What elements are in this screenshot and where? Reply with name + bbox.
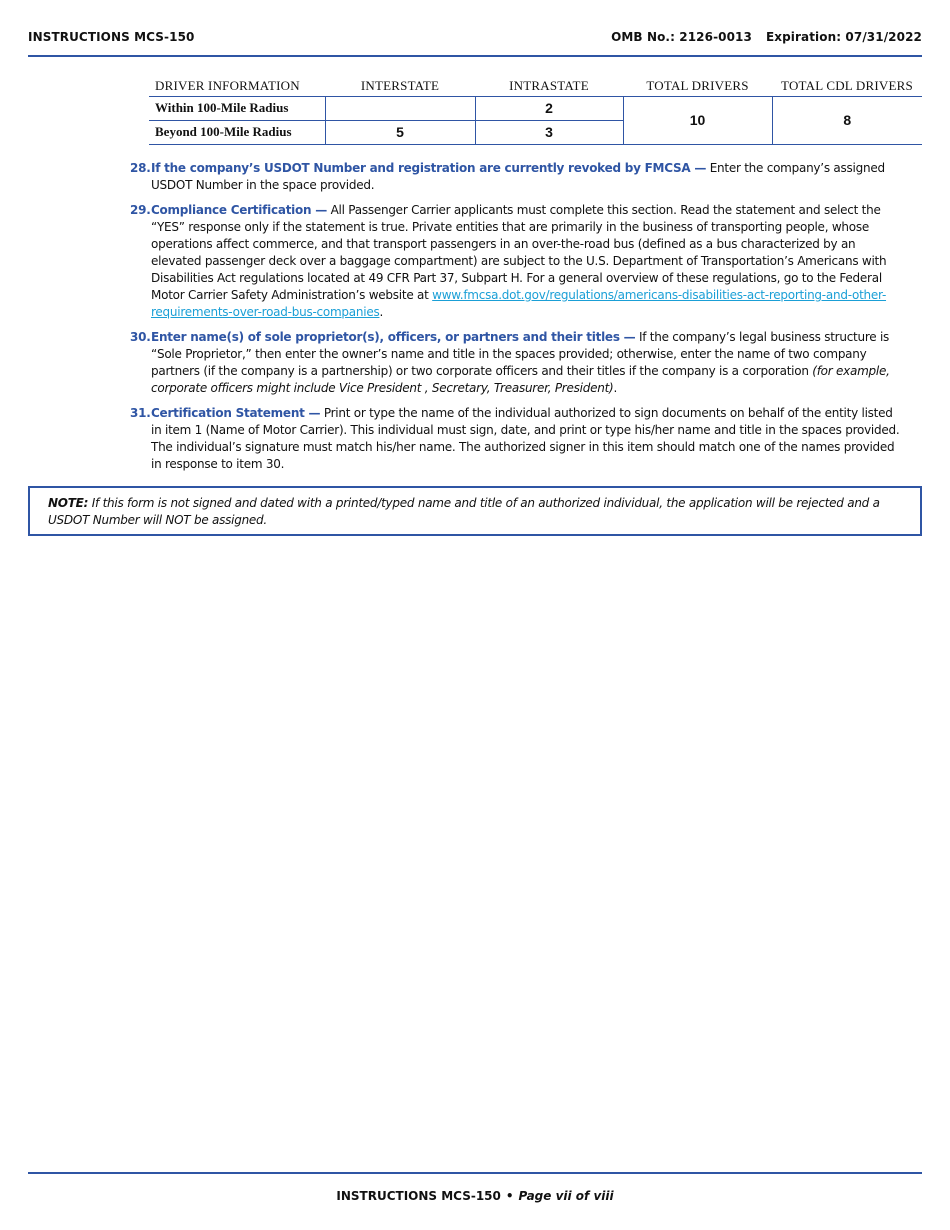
item-body <box>151 202 905 321</box>
cell-within-interstate <box>325 96 475 120</box>
cell-beyond-intrastate: 3 <box>475 120 623 144</box>
column-header-interstate: INTERSTATE <box>325 76 475 96</box>
header-divider <box>28 55 922 57</box>
item-number: 29. <box>130 203 151 217</box>
footer-divider <box>28 1172 922 1174</box>
header-expiration: Expiration: 07/31/2022 <box>765 30 922 44</box>
column-header-total-drivers: TOTAL DRIVERS <box>623 76 772 96</box>
cell-within-intrastate: 2 <box>475 96 623 120</box>
note-label: NOTE: <box>48 496 89 510</box>
driver-information-table <box>149 76 922 145</box>
list-item <box>130 329 905 397</box>
footer-separator: • <box>505 1189 514 1203</box>
column-header-driver-information: DRIVER INFORMATION <box>149 76 325 96</box>
note-text: If this form is not signed and dated with a printed/typed name and title of an authorized individual, the application will be rejected and a USDOT Number will NOT be assigned. <box>48 496 880 527</box>
item-text: All Passenger Carrier applicants must complete this section. Read the statement and select the “YES” response only if the statement is true. Private entities that are primarily in the business of transporting people, whose operations affect commerce, and that transport passengers in an over-the-road bus (defined as a bus characterized by an elevated passenger deck over a baggage compartment) are subject to the U.S. Department of Transportation’s Americans with Disabilities Act regulations located at 49 CFR Part 37, Subpart H. For a general overview of these regulations, go to the Federal Motor Carrier Safety Administration’s website at <box>151 203 887 302</box>
item-body <box>151 160 905 194</box>
cell-total-drivers: 10 <box>623 96 772 144</box>
item-title: Enter name(s) of sole proprietor(s), officers, or partners and their titles — <box>151 330 636 344</box>
list-item <box>130 405 905 473</box>
row-label-within-100-mile: Within 100-Mile Radius <box>149 96 325 120</box>
item-body <box>151 329 905 397</box>
item-number: 30. <box>130 330 151 344</box>
table-row <box>149 96 922 120</box>
cell-beyond-interstate: 5 <box>325 120 475 144</box>
item-number: 28. <box>130 161 151 175</box>
page-footer <box>0 1189 950 1203</box>
header-omb-number: OMB No.: 2126-0013 <box>611 30 752 44</box>
header-meta <box>611 30 922 44</box>
instruction-items <box>130 160 905 481</box>
table-header-row <box>149 76 922 96</box>
header-form-title: INSTRUCTIONS MCS-150 <box>28 30 195 44</box>
footer-page-number: Page vii of viii <box>518 1189 614 1203</box>
item-body <box>151 405 905 473</box>
column-header-total-cdl-drivers: TOTAL CDL DRIVERS <box>772 76 922 96</box>
item-title: If the company’s USDOT Number and registration are currently revoked by FMCSA — <box>151 161 707 175</box>
item-italic-example: (for example, corporate officers might include Vice President , Secretary, Treasurer, President) <box>151 364 890 395</box>
item-text-after: . <box>613 381 618 395</box>
item-text-after: . <box>379 305 384 319</box>
cell-total-cdl-drivers: 8 <box>772 96 922 144</box>
item-title: Compliance Certification — <box>151 203 328 217</box>
item-text: If the company’s legal business structure is “Sole Proprietor,” then enter the owner’s name and title in the spaces provided; otherwise, enter the name of two company partners (if the company is a partnership) or two corporate officers and their titles if the company is a corporation <box>151 330 890 378</box>
fmcsa-ada-link[interactable]: www.fmcsa.dot.gov/regulations/americans-disabilities-act-reporting-and-other-requirements-over-road-bus-companies <box>151 288 887 319</box>
item-text: Print or type the name of the individual authorized to sign documents on behalf of the entity listed in item 1 (Name of Motor Carrier). This individual must sign, date, and print or type his/her name and title in the spaces provided. The individual’s signature must match his/her name. The authorized signer in this item should match one of the names provided in response to item 30. <box>151 406 900 471</box>
list-item <box>130 202 905 321</box>
list-item <box>130 160 905 194</box>
item-text: Enter the company’s assigned USDOT Number in the space provided. <box>151 161 885 192</box>
row-label-beyond-100-mile: Beyond 100-Mile Radius <box>149 120 325 144</box>
item-title: Certification Statement — <box>151 406 321 420</box>
column-header-intrastate: INTRASTATE <box>475 76 623 96</box>
note-box <box>28 486 922 536</box>
page-header <box>28 30 922 46</box>
item-number: 31. <box>130 406 151 420</box>
footer-form-title: INSTRUCTIONS MCS-150 <box>336 1189 501 1203</box>
